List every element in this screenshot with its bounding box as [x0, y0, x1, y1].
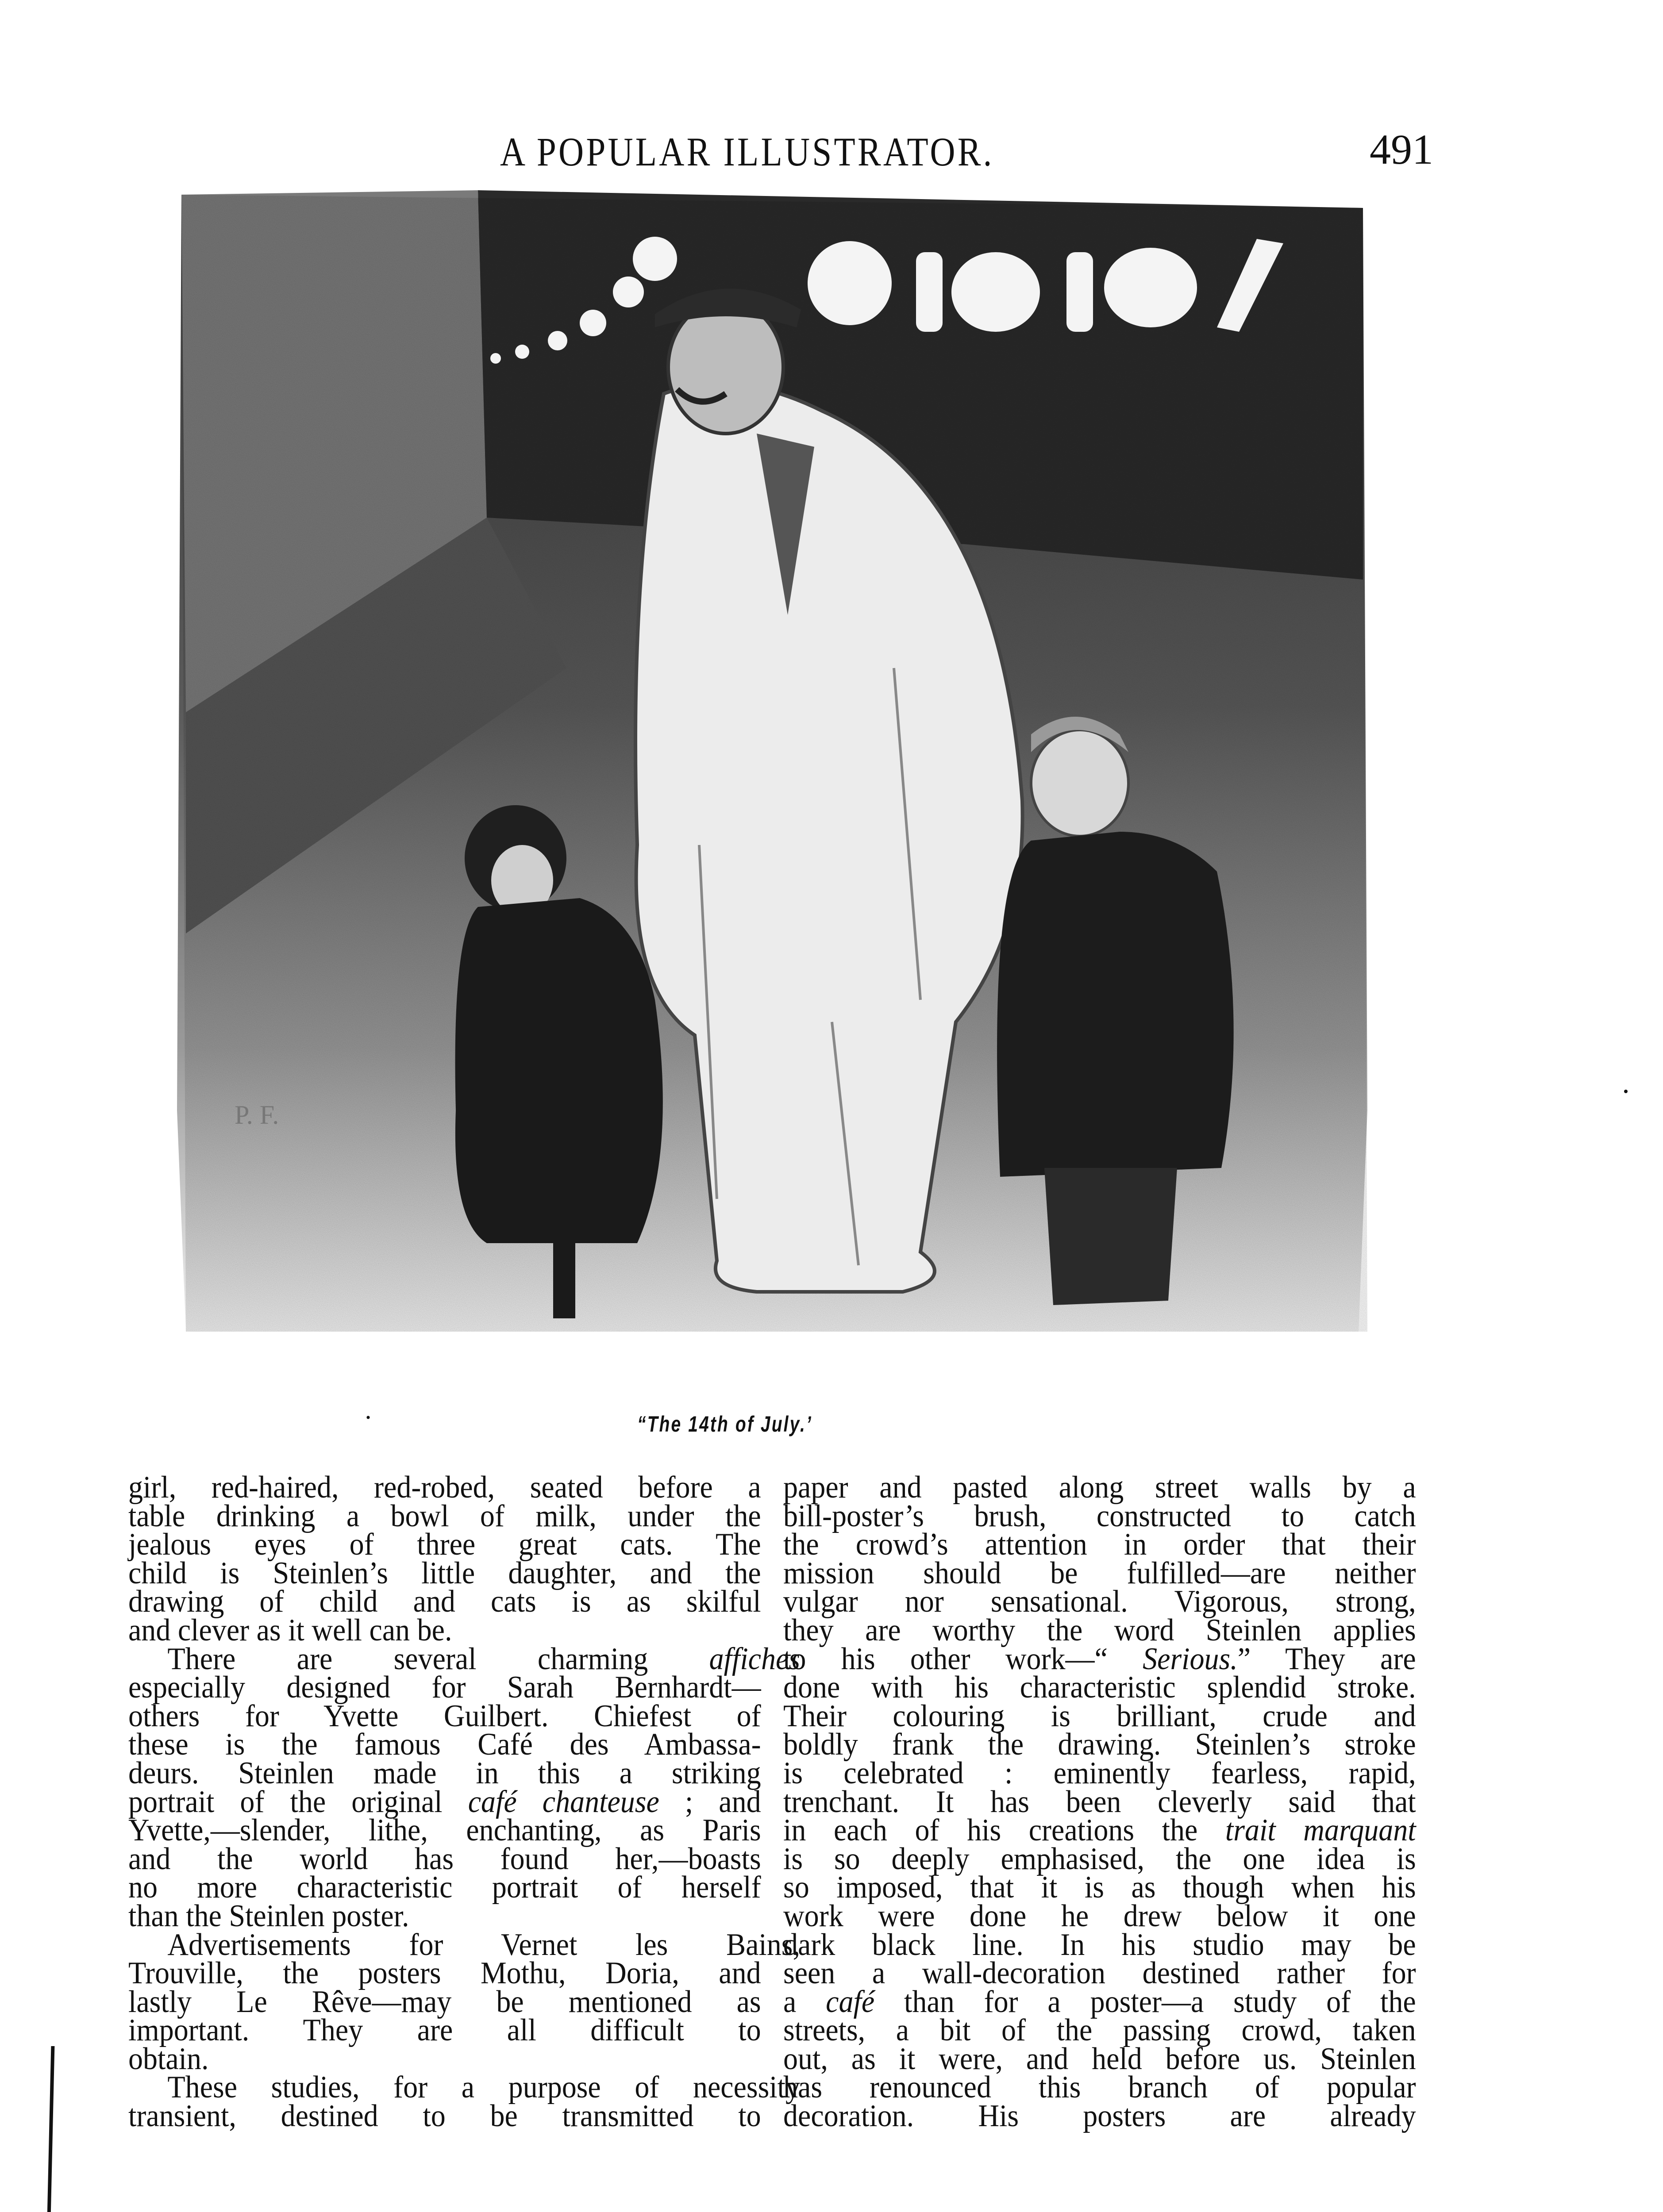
- text-column-left: [128, 1470, 800, 2134]
- lithograph-drawing: [168, 181, 1372, 1389]
- text-line: child is Steinlen’s little daughter, and the: [128, 1555, 761, 1590]
- running-title: A POPULAR ILLUSTRATOR.: [500, 129, 994, 174]
- text-line: There are several charming affiches: [167, 1641, 800, 1676]
- text-line: paper and pasted along street walls by a: [783, 1470, 1416, 1505]
- text-line: These studies, for a purpose of necessity: [167, 2070, 800, 2105]
- text-line: Trouville, the posters Mothu, Doria, and: [128, 1956, 761, 1991]
- text-line: decoration. His posters are already: [783, 2099, 1416, 2134]
- text-line: bill-poster’s brush, constructed to catch: [783, 1498, 1416, 1533]
- text-line: and clever as it well can be.: [128, 1613, 452, 1647]
- text-line: trenchant. It has been cleverly said that: [783, 1784, 1416, 1819]
- page-number: 491: [1370, 126, 1433, 173]
- paragraph: [128, 1641, 800, 1933]
- text-line: Advertisements for Vernet les Bains,: [167, 1927, 800, 1962]
- text-line: to his other work—“ Serious.” They are: [783, 1641, 1416, 1676]
- text-line: seen a wall-decoration destined rather for: [783, 1956, 1416, 1991]
- text-line: the crowd’s attention in order that their: [783, 1527, 1416, 1562]
- text-line: mission should be fulfilled—are neither: [783, 1555, 1416, 1590]
- text-line: deurs. Steinlen made in this a striking: [128, 1755, 761, 1790]
- text-line: table drinking a bowl of milk, under the: [128, 1498, 761, 1533]
- text-line: boldly frank the drawing. Steinlen’s stroke: [783, 1727, 1416, 1762]
- text-line: especially designed for Sarah Bernhardt—: [128, 1670, 761, 1705]
- text-line: streets, a bit of the passing crowd, taken: [783, 2013, 1416, 2048]
- scan-speck: [1624, 1090, 1628, 1093]
- text-line: is so deeply emphasised, the one idea is: [783, 1841, 1416, 1876]
- italic-phrase: trait marquant: [1225, 1813, 1416, 1848]
- paragraph: [783, 1470, 1416, 2134]
- text-line: no more characteristic portrait of herself: [128, 1870, 761, 1905]
- text-line: and the world has found her,—boasts: [128, 1841, 761, 1876]
- illustration-caption: “The 14th of July.’: [637, 1412, 812, 1436]
- stray-mark: ·: [364, 1403, 373, 1432]
- text-line: drawing of child and cats is as skilful: [128, 1584, 761, 1619]
- text-line: vulgar nor sensational. Vigorous, strong,: [783, 1584, 1416, 1619]
- paragraph: [128, 1470, 761, 1647]
- text-line: dark black line. In his studio may be: [783, 1927, 1416, 1962]
- text-line: is celebrated : eminently fearless, rapid,: [783, 1755, 1416, 1790]
- paragraph: [128, 2070, 800, 2134]
- text-line: important. They are all difficult to: [128, 2013, 761, 2048]
- text-line: these is the famous Café des Ambassa-: [128, 1727, 761, 1762]
- text-line: in each of his creations the trait marquant: [783, 1813, 1416, 1848]
- scan-margin-line: [41, 2046, 55, 2212]
- text-line: obtain.: [128, 2041, 209, 2076]
- text-line: Their colouring is brilliant, crude and: [783, 1698, 1416, 1733]
- artist-signature: P. F.: [235, 1100, 279, 1129]
- text-line: Yvette,—slender, lithe, enchanting, as Paris: [128, 1813, 761, 1848]
- text-line: has renounced this branch of popular: [783, 2070, 1416, 2105]
- text-line: portrait of the original café chanteuse ; and: [128, 1784, 761, 1819]
- text-line: out, as it were, and held before us. Steinlen: [783, 2041, 1416, 2076]
- text-line: done with his characteristic splendid stroke.: [783, 1670, 1416, 1705]
- text-line: so imposed, that it is as though when his: [783, 1870, 1416, 1905]
- text-line: lastly Le Rêve—may be mentioned as: [128, 1984, 761, 2019]
- italic-phrase: Serious.: [1143, 1641, 1238, 1676]
- italic-phrase: affiches: [709, 1641, 800, 1676]
- text-line: jealous eyes of three great cats. The: [128, 1527, 761, 1562]
- paragraph: [128, 1927, 800, 2076]
- italic-phrase: café chanteuse: [468, 1784, 659, 1819]
- text-line: they are worthy the word Steinlen applies: [783, 1613, 1416, 1647]
- illustration-the-14th-of-july: [168, 181, 1372, 1389]
- text-column-right: [783, 1470, 1416, 2134]
- italic-phrase: café: [826, 1984, 875, 2019]
- text-line: work were done he drew below it one: [783, 1898, 1416, 1933]
- text-line: than the Steinlen poster.: [128, 1898, 409, 1933]
- text-line: a café than for a poster—a study of the: [783, 1984, 1416, 2019]
- text-line: transient, destined to be transmitted to: [128, 2099, 761, 2134]
- text-line: girl, red-haired, red-robed, seated before a: [128, 1470, 761, 1505]
- text-line: others for Yvette Guilbert. Chiefest of: [128, 1698, 761, 1733]
